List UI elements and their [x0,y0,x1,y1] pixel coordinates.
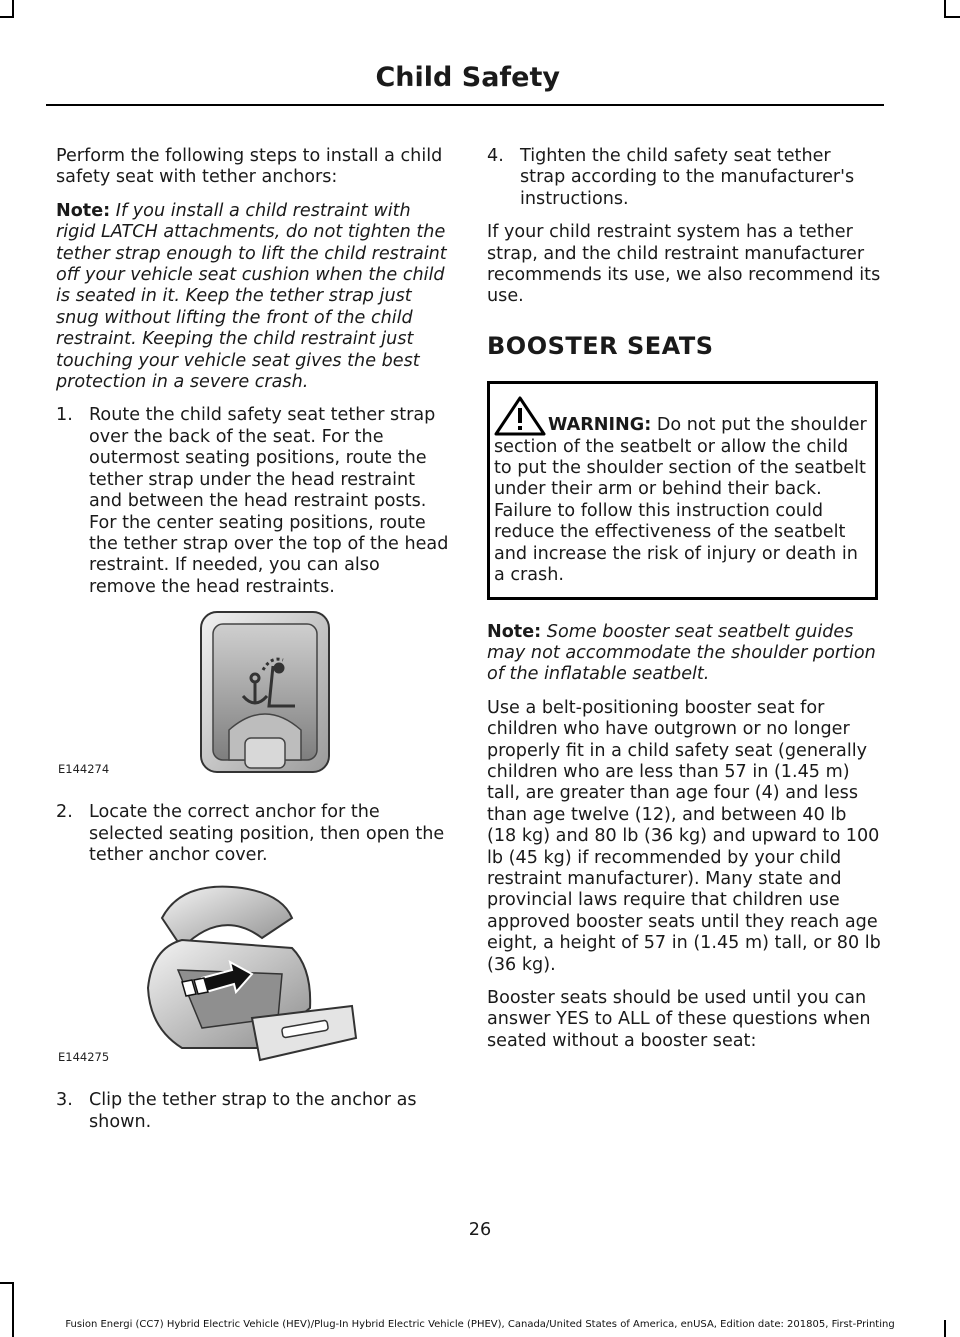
intro-paragraph: Perform the following steps to install a child safety seat with tether anchors: [56,146,443,188]
booster-usage-paragraph: Use a belt-positioning booster seat for children who have outgrown or no longer properly fit in a child safety seat (generally children who are less than 57 in (1.45 m) tall, are greater than age four (4) and less than age twelve (12), and between 40 lb (18 kg) and 80 lb (36 kg) and upward to 100 lb (45 kg) if recommended by your child restraint manufacturer). Many state and provincial laws require that children use approved booster seats until they reach age eight, a height of 57 in (1.45 m) tall, or 80 lb (36 kg). [487,697,881,975]
note-text: If you install a child restraint with rigid LATCH attachments, do not tighten the tether strap enough to lift the child restraint off your vehicle seat cushion when the child is seated in it. Keep the tether strap just snug without lifting the front of the child restraint. Keeping the child restraint just touching your vehicle seat gives the best protection in a severe crash. [56,200,447,393]
page-number: 26 [468,1220,492,1240]
step-4 [487,146,881,210]
section-heading: BOOSTER SEATS [487,331,714,360]
footer-text: Fusion Energi (CC7) Hybrid Electric Vehicle (HEV)/Plug-In Hybrid Electric Vehicle (PHEV), Canada/United States of America, enUSA, Edition date: 201805, First-Printing [65,1319,895,1330]
crop-mark [944,16,960,18]
warning-box [487,381,878,599]
anchor-cover-illustration [199,610,379,782]
page-title: Child Safety [375,62,560,93]
step-2 [56,802,450,866]
note-text: Some booster seat seatbelt guides may not accommodate the shoulder portion of the inflatable seatbelt. [487,621,876,685]
booster-questions-paragraph: Booster seats should be used until you can answer YES to ALL of these questions when seated without a booster seat: [487,988,871,1051]
step-number: 1. [56,405,73,426]
right-column [487,146,881,1064]
warning-label: WARNING: [548,415,652,436]
step-text: Locate the correct anchor for the selected seating position, then open the tether anchor cover. [89,802,445,865]
figure-code: E144275 [58,1049,110,1064]
step-text: Route the child safety seat tether strap over the back of the seat. For the outermost seating positions, route the tether strap under the head restraint and between the head restraint posts. For the center seating positions, route the tether strap over the top of the head restraint. If needed, you can also remove the head restraints. [89,405,449,597]
note-label: Note: [56,200,111,221]
step-number: 3. [56,1090,73,1111]
warning-text: Do not put the shoulder section of the seatbelt or allow the child to put the shoulder section of the seatbelt under their arm or behind their back. Failure to follow this instruction could reduce the effectiveness of the seatbelt and increase the risk of injury or death in a crash. [494,415,867,586]
step-3 [56,1090,450,1133]
note-paragraph [487,622,881,686]
step-1 [56,405,450,598]
open-anchor-illustration [142,878,362,1070]
tether-recommendation-paragraph: If your child restraint system has a tether strap, and the child restraint manufacturer recommends its use, we also recommend its use. [487,222,881,307]
step-text: Clip the tether strap to the anchor as shown. [89,1090,417,1132]
tether-anchor-open-figure [56,878,450,1070]
note-paragraph [56,201,450,394]
crop-mark [0,1282,14,1284]
left-column [56,146,450,1145]
note-label: Note: [487,621,542,642]
step-text: Tighten the child safety seat tether strap according to the manufacturer's instructions. [520,146,855,209]
warning-icon [494,396,546,436]
header-divider [46,104,884,106]
step-number: 4. [487,146,504,166]
figure-code: E144274 [58,761,110,776]
tether-anchor-cover-figure [56,610,450,782]
crop-mark [0,16,14,18]
step-number: 2. [56,802,73,823]
